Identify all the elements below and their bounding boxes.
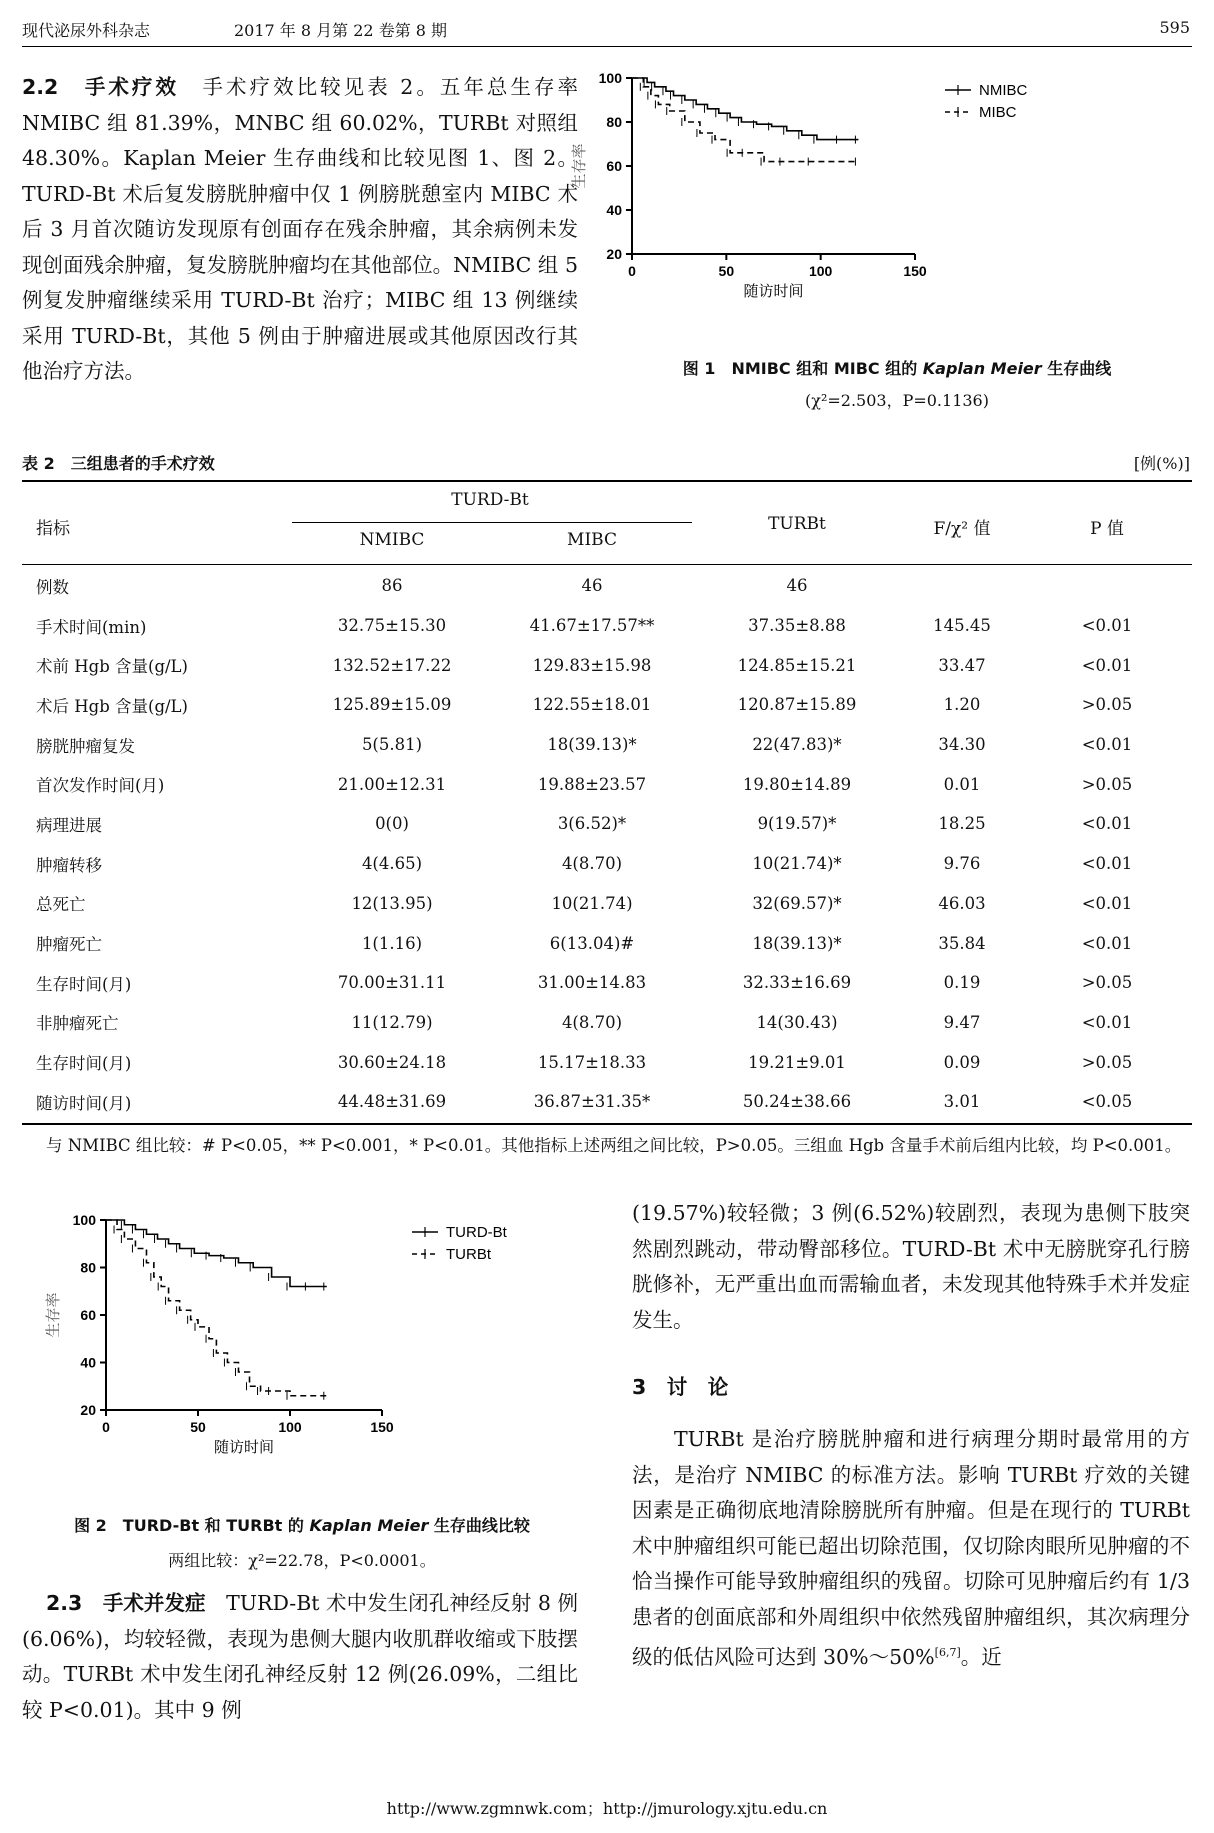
x-tick-label: 0 xyxy=(102,1419,110,1435)
issue-info: 2017 年 8 月第 22 卷第 8 期 xyxy=(234,21,448,40)
footer-urls: http://www.zgmnwk.com；http://jmurology.xjtu.edu.cn xyxy=(386,1799,828,1818)
page-number: 595 xyxy=(1159,18,1190,37)
km-curve-1 xyxy=(106,1220,327,1396)
x-tick-label: 150 xyxy=(903,263,927,279)
x-tick-label: 100 xyxy=(808,263,833,279)
table-cell: 4(8.70) xyxy=(561,1012,623,1032)
y-tick-label: 100 xyxy=(72,1212,96,1228)
table-2-unit: [例(%)] xyxy=(1133,454,1190,473)
table-2-note: 与 NMIBC 组比较：# P<0.05，** P<0.001，* P<0.01。其他指标上述两组之间比较，P>0.05。三组血 Hgb 含量手术前后组内比较，均 P<0.001。 xyxy=(46,1136,1182,1155)
table-cell: 36.87±31.35* xyxy=(533,1092,651,1112)
legend-label-1: MIBC xyxy=(979,104,1017,121)
figure-2-chart xyxy=(45,1206,556,1496)
table-row xyxy=(22,566,1192,606)
table-cell: 41.67±17.57** xyxy=(529,616,655,636)
table-cell: 32(69.57)* xyxy=(752,893,842,913)
table-cell: >0.05 xyxy=(1081,774,1133,794)
row-label: 病理进展 xyxy=(36,815,102,835)
th-turbt: TURBt xyxy=(768,514,826,534)
row-label: 术后 Hgb 含量(g/L) xyxy=(36,696,188,716)
table-row xyxy=(22,764,1192,804)
section-3-heading-text: 3 讨 论 xyxy=(632,1375,729,1399)
table-cell: 132.52±17.22 xyxy=(332,655,452,675)
section-2-3-text: TURD-Bt 术中发生闭孔神经反射 8 例(6.06%)，均较轻微，表现为患侧大腿内收肌群收缩或下肢摆动。TURBt 术中发生闭孔神经反射 12 例(26.09%，二组比较 P<0.01)。其中 9 例 xyxy=(22,1591,578,1722)
y-tick-label: 40 xyxy=(606,202,622,218)
table-cell: 46.03 xyxy=(938,893,986,913)
table-cell: 32.75±15.30 xyxy=(337,616,447,636)
x-tick-label: 150 xyxy=(370,1419,394,1435)
table-cell: 32.33±16.69 xyxy=(742,973,852,993)
table-cell: 3(6.52)* xyxy=(557,814,627,834)
table-cell: <0.01 xyxy=(1081,1012,1133,1032)
table-cell: 120.87±15.89 xyxy=(737,695,857,715)
table-header-rule xyxy=(22,564,1192,565)
table-cell: >0.05 xyxy=(1081,973,1133,993)
km-curve-0 xyxy=(632,78,858,140)
table-cell: <0.01 xyxy=(1081,893,1133,913)
table-row xyxy=(22,963,1192,1003)
section-2-3 xyxy=(22,1586,578,1728)
x-tick-label: 50 xyxy=(718,263,735,279)
figure-2-stat: 两组比较：χ²=22.78，P<0.0001。 xyxy=(168,1551,436,1570)
table-cell: 11(12.79) xyxy=(351,1012,433,1032)
section-3-text: TURBt 是治疗膀胱肿瘤和进行病理分期时最常用的方法，是治疗 NMIBC 的标准方法。影响 TURBt 疗效的关键因素是正确彻底地清除膀胱所有肿瘤。但是在现行的 TURBt 术中肿瘤组织可能已超出切除范围，仅切除肉眼所见肿瘤的不恰当操作可能导致肿瘤组织的残留。切除可见肿瘤后约有 1/3 患者的创面底部和外周组织中依然残留肿瘤组织，其次病理分级的低估风险可达到 30%～50% xyxy=(632,1427,1190,1669)
x-axis-label: 随访时间 xyxy=(743,283,804,300)
figure-1-caption-em: Kaplan Meier xyxy=(922,359,1042,378)
table-cell: 10(21.74) xyxy=(551,893,633,913)
table-cell: 6(13.04)# xyxy=(549,933,635,953)
y-axis-label: 生存率 xyxy=(45,1292,62,1338)
table-cell: 0.01 xyxy=(943,774,981,794)
table-cell: 1.20 xyxy=(943,695,981,715)
table-bottom-rule xyxy=(22,1123,1192,1125)
th-group-rule xyxy=(292,522,692,523)
table-row xyxy=(22,804,1192,844)
table-cell: 9(19.57)* xyxy=(757,814,837,834)
y-tick-label: 80 xyxy=(606,114,622,130)
section-2-2-text: 手术疗效比较见表 2。五年总生存率 NMIBC 组 81.39%，MNBC 组 60.02%，TURBt 对照组 48.30%。Kaplan Meier 生存曲线和比较见图 1、图 2。TURD-Bt 术后复发膀胱肿瘤中仅 1 例膀胱憩室内 MIBC 术后 3 月首次随访发现原有创面存在残余肿瘤，其余病例未发现创面残余肿瘤，复发膀胱肿瘤均在其他部位。NMIBC 组 5 例复发肿瘤继续采用 TURD-Bt 治疗；MIBC 组 13 例继续采用 TURD-Bt，其他 5 例由于肿瘤进展或其他原因改行其他治疗方法。 xyxy=(22,75,578,383)
table-row xyxy=(22,884,1192,924)
table-cell: 50.24±38.66 xyxy=(742,1092,852,1112)
table-cell: >0.05 xyxy=(1081,695,1133,715)
y-tick-label: 20 xyxy=(80,1402,96,1418)
table-cell: 124.85±15.21 xyxy=(737,655,857,675)
table-cell: 10(21.74)* xyxy=(752,854,842,874)
table-cell: <0.01 xyxy=(1081,933,1133,953)
figure-2-caption xyxy=(22,1513,582,1536)
row-label: 手术时间(min) xyxy=(36,617,147,637)
figure-2-caption-b: 生存曲线比较 xyxy=(433,1516,530,1535)
th-f-value: F/χ² 值 xyxy=(933,519,991,539)
figure-1-chart xyxy=(571,70,1080,350)
y-tick-label: 60 xyxy=(80,1307,96,1323)
table-cell: 18.25 xyxy=(938,814,986,834)
figure-2-caption-num: 图 2 xyxy=(74,1516,107,1535)
figure-1-caption-b: 生存曲线 xyxy=(1047,359,1112,378)
table-cell: <0.01 xyxy=(1081,616,1133,636)
section-2-2 xyxy=(22,70,578,390)
th-mibc: MIBC xyxy=(567,530,617,550)
table-cell: <0.01 xyxy=(1081,735,1133,755)
table-cell: 19.21±9.01 xyxy=(748,1052,846,1072)
row-label: 总死亡 xyxy=(36,895,86,915)
y-tick-label: 40 xyxy=(80,1354,96,1371)
th-index: 指标 xyxy=(36,519,70,539)
x-tick-label: 50 xyxy=(190,1419,206,1435)
table-row xyxy=(22,844,1192,884)
table-cell: >0.05 xyxy=(1081,1052,1133,1072)
row-label: 生存时间(月) xyxy=(36,974,132,994)
figure-1-caption-num: 图 1 xyxy=(682,359,716,378)
table-top-rule xyxy=(22,480,1192,482)
row-label: 随访时间(月) xyxy=(36,1093,132,1113)
table-cell: 70.00±31.11 xyxy=(337,973,447,993)
row-label: 非肿瘤死亡 xyxy=(36,1014,119,1034)
table-2-title: 表 2 三组患者的手术疗效 xyxy=(22,454,215,473)
figure-2-caption-a: TURD-Bt 和 TURBt 的 xyxy=(122,1516,304,1535)
table-row xyxy=(22,1042,1192,1082)
table-cell: 1(1.16) xyxy=(361,933,423,953)
row-label: 生存时间(月) xyxy=(36,1054,132,1074)
y-tick-label: 20 xyxy=(606,246,622,262)
table-cell: 33.47 xyxy=(938,655,986,675)
legend-label-0: TURD-Bt xyxy=(446,1224,507,1241)
section-3-heading xyxy=(632,1370,1190,1406)
x-tick-label: 100 xyxy=(278,1419,302,1435)
table-cell: 46 xyxy=(786,576,808,596)
table-row xyxy=(22,725,1192,765)
figure-1-caption xyxy=(604,356,1190,379)
row-label: 例数 xyxy=(36,577,69,597)
table-cell: 4(8.70) xyxy=(561,854,623,874)
row-label: 肿瘤转移 xyxy=(36,855,102,875)
table-cell: 46 xyxy=(581,576,603,596)
table-cell: <0.01 xyxy=(1081,854,1133,874)
th-p-value: P 值 xyxy=(1090,519,1124,539)
table-cell: 12(13.95) xyxy=(351,893,433,913)
table-cell: 21.00±12.31 xyxy=(337,774,447,794)
table-cell: 14(30.43) xyxy=(756,1012,838,1032)
section-3-body xyxy=(632,1422,1190,1675)
table-cell: 5(5.81) xyxy=(361,735,423,755)
table-cell: 125.89±15.09 xyxy=(332,695,452,715)
table-cell: 44.48±31.69 xyxy=(337,1092,447,1112)
row-label: 肿瘤死亡 xyxy=(36,935,102,955)
table-cell: 30.60±24.18 xyxy=(337,1052,447,1072)
table-cell: 22(47.83)* xyxy=(752,735,842,755)
table-cell: <0.01 xyxy=(1081,814,1133,834)
legend-label-1: TURBt xyxy=(446,1246,491,1263)
table-cell xyxy=(1022,566,1192,606)
table-row xyxy=(22,1003,1192,1043)
table-cell: <0.05 xyxy=(1081,1092,1133,1112)
table-cell: 86 xyxy=(381,576,403,596)
legend-label-0: NMIBC xyxy=(979,82,1028,99)
th-nmibc: NMIBC xyxy=(359,530,425,550)
section-2-2-heading: 2.2 手术疗效 xyxy=(22,75,179,99)
th-turd-group: TURD-Bt xyxy=(451,490,529,510)
figure-2-caption-em: Kaplan Meier xyxy=(309,1516,429,1535)
table-cell: 37.35±8.88 xyxy=(748,616,846,636)
km-curve-0 xyxy=(106,1220,327,1287)
table-cell: 129.83±15.98 xyxy=(532,655,652,675)
table-cell: 31.00±14.83 xyxy=(537,973,647,993)
table-cell: 0.19 xyxy=(943,973,981,993)
y-tick-label: 100 xyxy=(598,70,622,86)
row-label: 膀胱肿瘤复发 xyxy=(36,736,135,756)
table-cell: 19.80±14.89 xyxy=(742,774,852,794)
table-cell: 122.55±18.01 xyxy=(532,695,652,715)
y-tick-label: 80 xyxy=(80,1259,96,1276)
table-cell: 0.09 xyxy=(943,1052,981,1072)
section-3-tail: 。近 xyxy=(960,1644,1002,1669)
table-2-body xyxy=(22,566,1192,1122)
x-axis-label: 随访时间 xyxy=(213,1439,275,1456)
table-cell: 0(0) xyxy=(375,814,409,834)
row-label: 首次发作时间(月) xyxy=(36,776,165,796)
header-rule xyxy=(22,46,1192,47)
y-tick-label: 60 xyxy=(606,158,622,174)
y-axis-label: 生存率 xyxy=(571,143,588,189)
table-cell: 34.30 xyxy=(938,735,986,755)
figure-1-caption-a: NMIBC 组和 MIBC 组的 xyxy=(731,359,918,378)
section-2-3-heading: 2.3 手术并发症 xyxy=(46,1591,206,1615)
journal-name: 现代泌尿外科杂志 xyxy=(22,21,151,40)
x-tick-label: 0 xyxy=(628,263,636,279)
table-cell: 145.45 xyxy=(933,616,991,636)
table-cell: 18(39.13)* xyxy=(752,933,842,953)
table-cell: 18(39.13)* xyxy=(547,735,637,755)
table-row xyxy=(22,606,1192,646)
table-row xyxy=(22,923,1192,963)
table-cell: 9.47 xyxy=(943,1012,981,1032)
section-3-ref: [6,7] xyxy=(934,1646,961,1659)
table-cell: 19.88±23.57 xyxy=(537,774,647,794)
table-row xyxy=(22,1082,1192,1122)
right-col-continued: (19.57%)较轻微；3 例(6.52%)较剧烈，表现为患侧下肢突然剧烈跳动，带动臀部移位。TURD-Bt 术中无膀胱穿孔行膀胱修补，无严重出血而需输血者，未发现其他特殊手术并发症发生。 xyxy=(632,1201,1190,1332)
row-label: 术前 Hgb 含量(g/L) xyxy=(36,657,188,677)
table-row xyxy=(22,685,1192,725)
table-cell: 4(4.65) xyxy=(361,854,423,874)
table-cell: 15.17±18.33 xyxy=(537,1052,647,1072)
table-row xyxy=(22,645,1192,685)
table-cell: 3.01 xyxy=(943,1092,981,1112)
table-cell: <0.01 xyxy=(1081,655,1133,675)
figure-1-stat: (χ²=2.503，P=0.1136) xyxy=(805,391,989,410)
table-cell xyxy=(902,566,1022,606)
table-cell: 9.76 xyxy=(943,854,981,874)
table-cell: 35.84 xyxy=(938,933,986,953)
